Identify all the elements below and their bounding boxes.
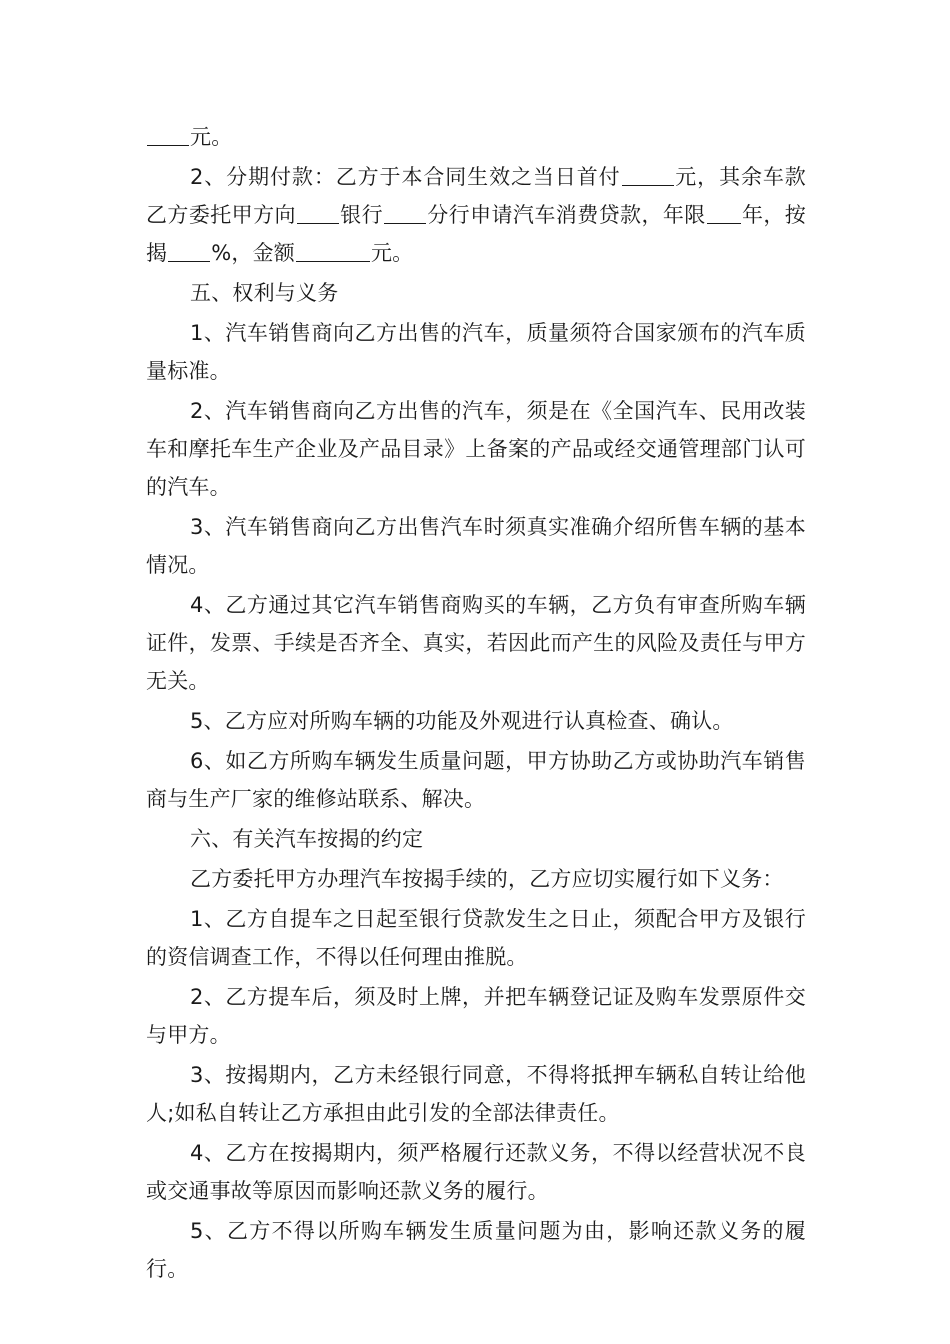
text-segment: %，金额 [211, 241, 295, 265]
paragraph-clause: 4、乙方通过其它汽车销售商购买的车辆，乙方负有审查所购车辆证件，发票、手续是否齐全、真实，若因此而产生的风险及责任与甲方无关。 [146, 593, 806, 693]
blank-line-percent [168, 239, 210, 262]
paragraph-price-tail [146, 118, 806, 156]
blank-line-bank [297, 201, 339, 224]
paragraph-clause: 1、乙方自提车之日起至银行贷款发生之日止，须配合甲方及银行的资信调查工作，不得以任何理由推脱。 [146, 907, 806, 969]
paragraph-clause: 3、汽车销售商向乙方出售汽车时须真实准确介绍所售车辆的基本情况。 [146, 515, 806, 577]
section-heading-mortgage: 六、有关汽车按揭的约定 [190, 827, 424, 851]
document-body [146, 118, 806, 1290]
blank-line-amount [296, 239, 370, 262]
text-segment: 元。 [190, 125, 233, 149]
paragraph-clause: 2、汽车销售商向乙方出售的汽车，须是在《全国汽车、民用改装车和摩托车生产企业及产品目录》上备案的产品或经交通管理部门认可的汽车。 [146, 399, 806, 499]
paragraph-clause: 1、汽车销售商向乙方出售的汽车，质量须符合国家颁布的汽车质量标准。 [146, 321, 806, 383]
text-segment: 分行申请汽车消费贷款，年限 [427, 203, 706, 227]
paragraph-clause: 5、乙方不得以所购车辆发生质量问题为由，影响还款义务的履行。 [146, 1219, 806, 1281]
paragraph-clause: 2、乙方提车后，须及时上牌，并把车辆登记证及购车发票原件交与甲方。 [146, 985, 806, 1047]
text-segment: 银行 [339, 203, 384, 227]
paragraph-clause: 3、按揭期内，乙方未经银行同意，不得将抵押车辆私自转让给他人;如私自转让乙方承担由此引发的全部法律责任。 [146, 1063, 806, 1125]
blank-line-years [707, 201, 741, 224]
paragraph-clause: 6、如乙方所购车辆发生质量问题，甲方协助乙方或协助汽车销售商与生产厂家的维修站联系、解决。 [146, 749, 806, 811]
paragraph-intro: 乙方委托甲方办理汽车按揭手续的，乙方应切实履行如下义务： [190, 867, 784, 891]
paragraph-clause: 5、乙方应对所购车辆的功能及外观进行认真检查、确认。 [190, 709, 734, 733]
blank-line-branch [384, 201, 426, 224]
text-segment: 2、分期付款：乙方于本合同生效之当日首付 [190, 165, 621, 189]
text-segment: 元。 [370, 241, 414, 265]
text-segment: 年，按揭 [146, 203, 806, 265]
blank-line-down-payment [622, 163, 674, 186]
section-heading-rights: 五、权利与义务 [190, 281, 339, 305]
paragraph-installment [146, 158, 806, 272]
paragraph-clause: 4、乙方在按揭期内，须严格履行还款义务，不得以经营状况不良或交通事故等原因而影响还款义务的履行。 [146, 1141, 806, 1203]
text-segment: 元，其余车款乙方委托甲方向 [146, 165, 807, 227]
blank-line [147, 123, 189, 146]
